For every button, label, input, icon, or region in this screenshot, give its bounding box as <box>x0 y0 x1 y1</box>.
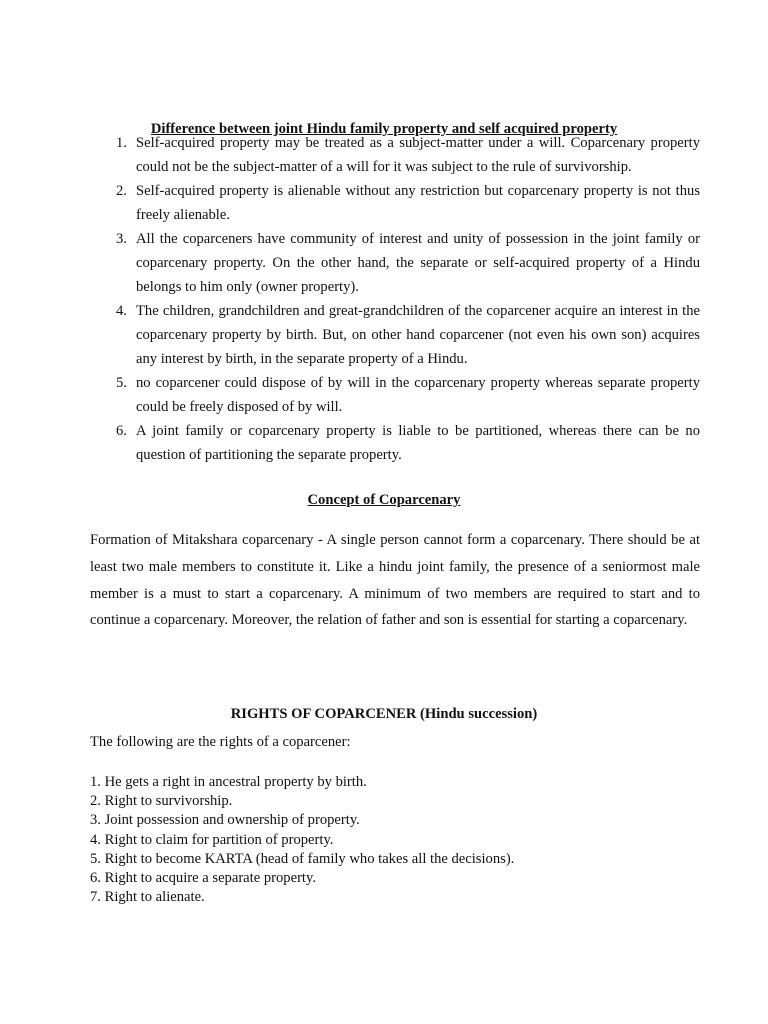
rights-intro: The following are the rights of a coparcener: <box>90 734 351 750</box>
section-title-rights: RIGHTS OF COPARCENER (Hindu succession) <box>230 706 538 722</box>
list-item <box>118 371 700 419</box>
item-number: 5. <box>116 375 127 391</box>
item-text: A joint family or coparcenary property is liable to be partitioned, whereas there can be no question of partitioning the separate property. <box>136 423 700 463</box>
coparcenary-paragraph: Formation of Mitakshara coparcenary - A single person cannot form a coparcenary. There should be at least two male members to constitute it. Like a hindu joint family, the presence of a seniormost male member is a must to start a coparcenary. A minimum of two members are required to start and to continue a coparcenary. Moreover, the relation of father and son is essential for starting a coparcenary. <box>90 532 700 629</box>
item-number: 4. <box>116 303 127 319</box>
rights-list <box>90 773 514 907</box>
item-text: The children, grandchildren and great-grandchildren of the coparcener acquire an interest in the coparcenary property by birth. But, on other hand coparcener (not even his own son) acquires any interest by birth, in the separate property of a Hindu. <box>136 303 700 367</box>
item-number: 6. <box>116 423 127 439</box>
rights-item: 4. Right to claim for partition of property. <box>90 831 334 848</box>
rights-item: 7. Right to alienate. <box>90 889 205 906</box>
item-text: Self-acquired property is alienable without any restriction but coparcenary property is not thus freely alienable. <box>136 183 700 223</box>
list-item <box>118 419 700 467</box>
item-number: 2. <box>116 183 127 199</box>
rights-item: 5. Right to become KARTA (head of family who takes all the decisions). <box>90 850 515 867</box>
list-item <box>118 179 700 227</box>
item-text: All the coparceners have community of interest and unity of possession in the joint family or coparcenary property. On the other hand, the separate or self-acquired property of a Hindu belongs to him only (owner property). <box>136 231 700 295</box>
item-number: 1. <box>116 135 127 151</box>
item-text: no coparcener could dispose of by will in the coparcenary property whereas separate property could be freely disposed of by will. <box>136 375 700 415</box>
list-item <box>118 131 700 179</box>
rights-item: 2. Right to survivorship. <box>90 793 233 810</box>
rights-item: 1. He gets a right in ancestral property by birth. <box>90 774 367 790</box>
list-item <box>118 299 700 371</box>
rights-item: 3. Joint possession and ownership of property. <box>90 812 360 829</box>
difference-list <box>118 131 700 467</box>
section-title-coparcenary: Concept of Coparcenary <box>307 492 461 508</box>
item-number: 3. <box>116 231 127 247</box>
list-item <box>118 227 700 299</box>
rights-item: 6. Right to acquire a separate property. <box>90 870 316 887</box>
item-text: Self-acquired property may be treated as a subject-matter under a will. Coparcenary property could not be the subject-matter of a will for it was subject to the rule of survivorship. <box>136 135 700 175</box>
section-title-difference: Difference between joint Hindu family property and self acquired property <box>150 121 618 137</box>
